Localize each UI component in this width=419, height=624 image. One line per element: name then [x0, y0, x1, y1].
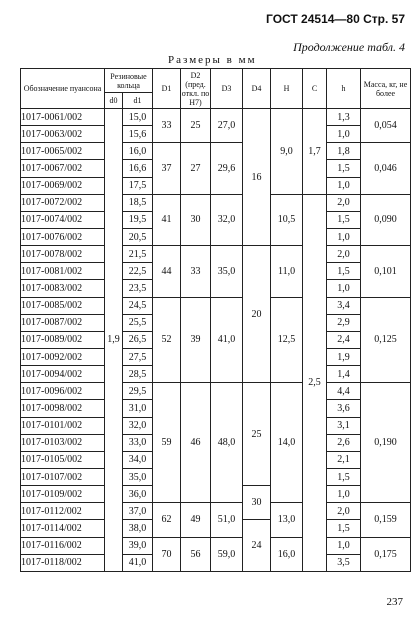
h-cell: 3,4 [327, 297, 361, 314]
D2-cell: 56 [181, 537, 211, 571]
d1-cell: 29,5 [123, 383, 153, 400]
d1-cell: 21,5 [123, 246, 153, 263]
mass-cell: 0,159 [361, 503, 411, 537]
designation-cell: 1017-0083/002 [21, 280, 105, 297]
D2-cell: 25 [181, 109, 211, 143]
h-cell: 3,5 [327, 554, 361, 571]
h-cell: 1,5 [327, 468, 361, 485]
D1-cell: 59 [153, 383, 181, 503]
D3-cell: 29,6 [211, 143, 243, 194]
header-designation: Обозначение пуансона [21, 69, 105, 109]
D1-cell: 70 [153, 537, 181, 571]
D3-cell: 27,0 [211, 109, 243, 143]
h-cell: 1,3 [327, 109, 361, 126]
dimensions-table [20, 68, 411, 572]
mass-cell: 0,125 [361, 297, 411, 383]
D1-cell: 62 [153, 503, 181, 537]
h-cell: 1,0 [327, 177, 361, 194]
d1-cell: 16,6 [123, 160, 153, 177]
h-cell: 1,0 [327, 537, 361, 554]
designation-cell: 1017-0107/002 [21, 468, 105, 485]
h-cell: 3,6 [327, 400, 361, 417]
table-row [21, 246, 411, 263]
page-number: 237 [386, 596, 403, 608]
d1-cell: 26,5 [123, 331, 153, 348]
designation-cell: 1017-0096/002 [21, 383, 105, 400]
header-h: h [327, 69, 361, 109]
d0-cell: 1,9 [105, 109, 123, 572]
designation-cell: 1017-0085/002 [21, 297, 105, 314]
mass-cell: 0,101 [361, 246, 411, 297]
designation-cell: 1017-0114/002 [21, 520, 105, 537]
mass-cell: 0,190 [361, 383, 411, 503]
designation-cell: 1017-0078/002 [21, 246, 105, 263]
D4-cell: 16 [243, 109, 271, 246]
designation-cell: 1017-0118/002 [21, 554, 105, 571]
D1-cell: 33 [153, 109, 181, 143]
header-rings: Резиновые кольца [105, 69, 153, 93]
h-cell: 1,0 [327, 228, 361, 245]
header-D2: D2 (пред. откл. по Н7) [181, 70, 210, 107]
header-D3: D3 [211, 69, 243, 109]
D4-cell: 20 [243, 246, 271, 383]
mass-cell: 0,046 [361, 143, 411, 194]
D4-cell: 25 [243, 383, 271, 486]
h-cell: 2,4 [327, 331, 361, 348]
table-row [21, 143, 411, 160]
h-cell: 1,0 [327, 486, 361, 503]
table-row [21, 383, 411, 400]
D3-cell: 32,0 [211, 194, 243, 245]
header-D4: D4 [243, 69, 271, 109]
header-mass: Масса, кг, не более [361, 69, 411, 109]
d1-cell: 19,5 [123, 211, 153, 228]
h-cell: 1,0 [327, 280, 361, 297]
H-cell: 13,0 [271, 503, 303, 537]
C-cell: 2,5 [303, 194, 327, 571]
d1-cell: 24,5 [123, 297, 153, 314]
d1-cell: 20,5 [123, 228, 153, 245]
h-cell: 1,5 [327, 263, 361, 280]
d1-cell: 15,6 [123, 126, 153, 143]
D4-cell: 30 [243, 486, 271, 520]
designation-cell: 1017-0094/002 [21, 366, 105, 383]
designation-cell: 1017-0065/002 [21, 143, 105, 160]
header-d0: d0 [105, 93, 123, 109]
D2-cell: 46 [181, 383, 211, 503]
designation-cell: 1017-0101/002 [21, 417, 105, 434]
h-cell: 2,6 [327, 434, 361, 451]
H-cell: 9,0 [271, 109, 303, 195]
D3-cell: 59,0 [211, 537, 243, 571]
d1-cell: 28,5 [123, 366, 153, 383]
designation-cell: 1017-0061/002 [21, 109, 105, 126]
D2-cell: 39 [181, 297, 211, 383]
h-cell: 1,5 [327, 520, 361, 537]
h-cell: 2,0 [327, 194, 361, 211]
h-cell: 1,5 [327, 160, 361, 177]
h-cell: 4,4 [327, 383, 361, 400]
d1-cell: 22,5 [123, 263, 153, 280]
D2-cell: 30 [181, 194, 211, 245]
d1-cell: 34,0 [123, 451, 153, 468]
d1-cell: 35,0 [123, 468, 153, 485]
h-cell: 2,9 [327, 314, 361, 331]
designation-cell: 1017-0063/002 [21, 126, 105, 143]
D1-cell: 41 [153, 194, 181, 245]
d1-cell: 32,0 [123, 417, 153, 434]
d1-cell: 15,0 [123, 109, 153, 126]
designation-cell: 1017-0067/002 [21, 160, 105, 177]
d1-cell: 33,0 [123, 434, 153, 451]
designation-cell: 1017-0087/002 [21, 314, 105, 331]
d1-cell: 18,5 [123, 194, 153, 211]
h-cell: 1,4 [327, 366, 361, 383]
designation-cell: 1017-0092/002 [21, 348, 105, 365]
H-cell: 12,5 [271, 297, 303, 383]
d1-cell: 31,0 [123, 400, 153, 417]
D3-cell: 51,0 [211, 503, 243, 537]
d1-cell: 41,0 [123, 554, 153, 571]
d1-cell: 25,5 [123, 314, 153, 331]
mass-cell: 0,054 [361, 109, 411, 143]
designation-cell: 1017-0116/002 [21, 537, 105, 554]
d1-cell: 27,5 [123, 348, 153, 365]
h-cell: 1,5 [327, 211, 361, 228]
continuation-label: Продолжение табл. 4 [293, 40, 405, 54]
h-cell: 1,0 [327, 126, 361, 143]
D3-cell: 48,0 [211, 383, 243, 503]
header-H: H [271, 69, 303, 109]
h-cell: 3,1 [327, 417, 361, 434]
C-cell: 1,7 [303, 109, 327, 195]
designation-cell: 1017-0105/002 [21, 451, 105, 468]
D2-cell: 27 [181, 143, 211, 194]
d1-cell: 39,0 [123, 537, 153, 554]
d1-cell: 38,0 [123, 520, 153, 537]
d1-cell: 36,0 [123, 486, 153, 503]
D1-cell: 37 [153, 143, 181, 194]
H-cell: 11,0 [271, 246, 303, 297]
designation-cell: 1017-0109/002 [21, 486, 105, 503]
D4-cell: 24 [243, 520, 271, 571]
h-cell: 1,9 [327, 348, 361, 365]
mass-cell: 0,175 [361, 537, 411, 571]
header-D1: D1 [153, 69, 181, 109]
dimensions-caption: Размеры в мм [168, 54, 257, 66]
table-row [21, 194, 411, 211]
mass-cell: 0,090 [361, 194, 411, 245]
table-row [21, 109, 411, 126]
table-row [21, 297, 411, 314]
designation-cell: 1017-0081/002 [21, 263, 105, 280]
D1-cell: 44 [153, 246, 181, 297]
designation-cell: 1017-0074/002 [21, 211, 105, 228]
header-C: C [303, 69, 327, 109]
designation-cell: 1017-0072/002 [21, 194, 105, 211]
D2-cell: 49 [181, 503, 211, 537]
table-row [21, 537, 411, 554]
d1-cell: 16,0 [123, 143, 153, 160]
designation-cell: 1017-0076/002 [21, 228, 105, 245]
table-row [21, 503, 411, 520]
d1-cell: 23,5 [123, 280, 153, 297]
page-header: ГОСТ 24514—80 Стр. 57 [266, 12, 405, 26]
D3-cell: 35,0 [211, 246, 243, 297]
h-cell: 2,1 [327, 451, 361, 468]
designation-cell: 1017-0089/002 [21, 331, 105, 348]
h-cell: 2,0 [327, 503, 361, 520]
h-cell: 2,0 [327, 246, 361, 263]
d1-cell: 37,0 [123, 503, 153, 520]
designation-cell: 1017-0112/002 [21, 503, 105, 520]
D2-cell: 33 [181, 246, 211, 297]
designation-cell: 1017-0069/002 [21, 177, 105, 194]
D3-cell: 41,0 [211, 297, 243, 383]
H-cell: 10,5 [271, 194, 303, 245]
H-cell: 16,0 [271, 537, 303, 571]
header-d1: d1 [123, 93, 153, 109]
d1-cell: 17,5 [123, 177, 153, 194]
designation-cell: 1017-0103/002 [21, 434, 105, 451]
h-cell: 1,8 [327, 143, 361, 160]
table-body [21, 109, 411, 572]
D1-cell: 52 [153, 297, 181, 383]
designation-cell: 1017-0098/002 [21, 400, 105, 417]
H-cell: 14,0 [271, 383, 303, 503]
